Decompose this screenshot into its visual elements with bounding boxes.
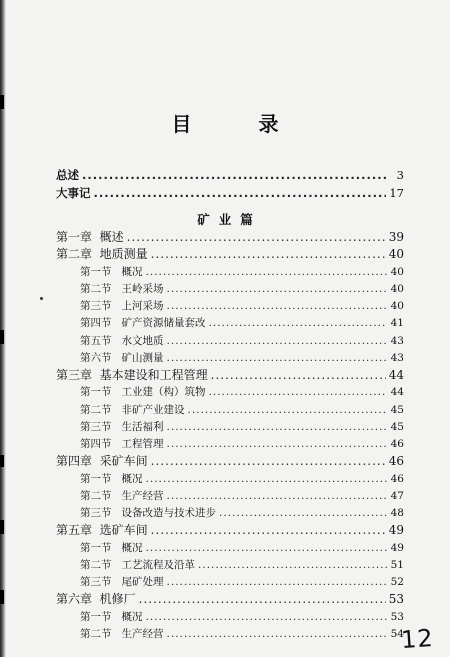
dot-leader [167,350,387,366]
entry-label: 第一节 概况 [80,610,143,623]
entry-label: 第二节 生产经营 [80,489,164,502]
section-entry [80,626,404,642]
page-title: 目 录 [171,112,309,136]
entry-label: 第三节 尾矿处理 [80,576,164,588]
entry-page-number: 43 [390,334,404,347]
chapter-entry [56,246,404,262]
entry-page-number: 49 [388,523,404,538]
edge-mark [0,520,4,534]
section-entry [80,315,404,331]
entry-page-number: 47 [390,489,404,502]
dot-leader [219,505,387,521]
entry-page-number: 45 [390,420,404,433]
entry-page-number: 40 [390,265,404,278]
entry-page-number: 46 [390,472,404,485]
section-entry [80,574,404,590]
section-entry [80,281,404,297]
entry-page-number: 51 [390,558,404,571]
entry-page-number: 43 [390,351,404,364]
part-title: 矿业篇 [197,212,262,227]
entry-label: 第四节 工程管理 [80,438,164,450]
entry-label: 第六章 机修厂 [56,592,136,607]
entry-page-number: 41 [390,317,404,330]
chapter-entry [56,453,404,469]
entry-label: 第四章 采矿车间 [56,454,148,469]
dot-leader [198,557,387,573]
chapter-entry [56,522,404,538]
chapter-entry [56,229,404,245]
dot-leader [167,626,387,642]
entry-page-number: 40 [388,247,404,262]
entry-label: 第二节 非矿产业建设 [80,403,185,416]
dot-leader [167,333,387,349]
dot-leader [94,185,387,201]
entry-label: 第一节 概况 [80,265,143,278]
section-entry [80,505,404,521]
entry-label: 第三节 设备改造与技术进步 [80,507,217,519]
section-entry [80,333,404,349]
dot-leader [167,574,387,590]
section-entry [80,350,404,366]
entry-page-number: 39 [388,230,404,244]
entry-label: 总述 [56,168,79,182]
entry-label: 第五节 水文地质 [80,334,164,347]
section-entry [80,436,404,452]
entry-page-number: 3 [396,168,404,182]
dot-leader [146,471,387,487]
summary-entry [56,167,404,183]
edge-mark [0,330,4,344]
entry-label: 第五章 选矿车间 [56,523,148,538]
entry-page-number: 44 [388,368,404,382]
dot-leader [151,522,386,538]
dot-leader [167,419,387,435]
entry-page-number: 52 [390,576,404,588]
entry-page-number: 54 [390,627,404,640]
dot-leader [211,367,386,383]
section-entry [80,488,404,504]
entry-label: 第一节 概况 [80,541,143,554]
chapter-entry [56,367,404,383]
stray-ink-dot [40,297,43,300]
entry-label: 第二节 工艺流程及沿革 [80,558,196,571]
dot-leader [139,591,386,607]
entry-label: 第四节 矿产资源储量套改 [80,317,206,330]
edge-mark [0,95,4,109]
section-entry [80,298,404,314]
section-entry [80,419,404,435]
entry-page-number: 46 [390,438,404,450]
section-entry [80,540,404,556]
entry-page-number: 40 [390,282,404,295]
dot-leader [209,315,387,331]
entry-page-number: 53 [390,610,404,623]
dot-leader [167,298,387,314]
entry-label: 第三章 基本建设和工程管理 [56,368,208,382]
entry-label: 第一节 概况 [80,472,143,485]
entry-page-number: 46 [388,454,404,469]
entry-label: 第三节 生活福利 [80,420,164,433]
entry-page-number: 53 [388,592,404,607]
entry-page-number: 49 [390,541,404,554]
entry-page-number: 45 [390,403,404,416]
dot-leader [127,229,386,245]
entry-label: 第六节 矿山测量 [80,351,164,364]
entry-label: 第二节 王岭采场 [80,282,164,295]
chapter-entry [56,591,404,607]
entry-page-number: 40 [390,300,404,312]
entry-label: 大事记 [56,186,91,200]
dot-leader [167,436,387,452]
entry-label: 第二节 生产经营 [80,627,164,640]
dot-leader [188,402,387,418]
entry-page-number: 48 [390,507,404,519]
section-entry [80,557,404,573]
summary-entry [56,185,404,201]
section-entry [80,609,404,625]
section-entry [80,264,404,280]
edge-mark [0,455,4,467]
dot-leader [146,540,387,556]
entry-label: 第二章 地质测量 [56,247,148,262]
dot-leader [209,384,387,400]
dot-leader [146,264,387,280]
dot-leader [82,167,387,183]
section-entry [80,384,404,400]
dot-leader [151,453,386,469]
entry-label: 第一章 概述 [56,230,124,244]
entry-page-number: 17 [389,186,404,200]
dot-leader [167,488,387,504]
dot-leader [151,246,386,262]
entry-page-number: 44 [390,386,404,399]
dot-leader [146,609,387,625]
page-binding-edge [0,0,6,657]
edge-mark [0,590,4,604]
entry-label: 第三节 上河采场 [80,300,164,312]
section-entry [80,402,404,418]
handwritten-page-number: 12 [400,623,435,655]
section-entry [80,471,404,487]
entry-label: 第一节 工业建（构）筑物 [80,386,206,399]
dot-leader [167,281,387,297]
